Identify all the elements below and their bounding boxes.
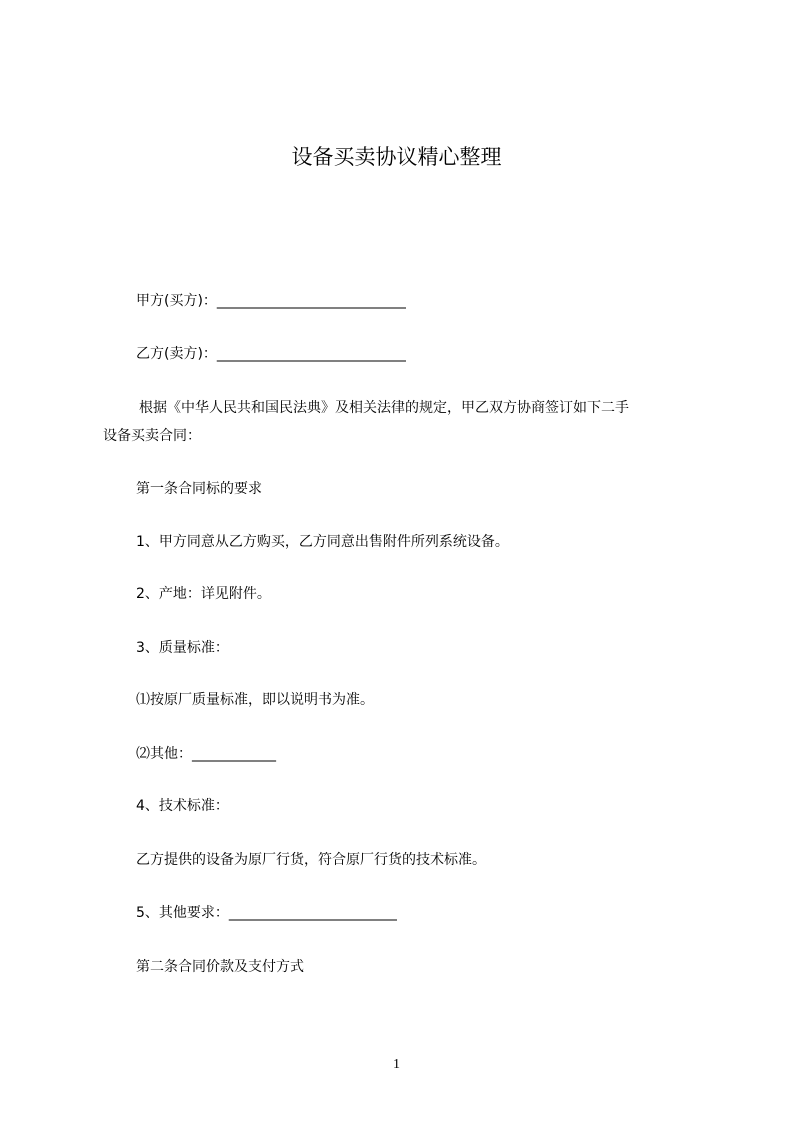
intro-line-2: 设备买卖合同： [103, 428, 201, 444]
document-title: 设备买卖协议精心整理 [291, 145, 502, 169]
article-2-heading: 第二条合同价款及支付方式 [136, 959, 304, 975]
intro-paragraph [103, 394, 693, 450]
item-5: 5、其他要求：________________________ [136, 905, 397, 921]
intro-line-1: 根据《中华人民共和国民法典》及相关法律的规定，甲乙双方协商签订如下二手 [139, 400, 629, 416]
article-1-heading: 第一条合同标的要求 [136, 481, 262, 497]
party-a-line: 甲方(买方)：___________________________ [136, 293, 406, 309]
page-number: 1 [393, 1057, 400, 1072]
item-3: 3、质量标准： [136, 640, 229, 656]
item-3-sub-2: ⑵其他：____________ [136, 746, 276, 762]
item-4-text: 乙方提供的设备为原厂行货，符合原厂行货的技术标准。 [136, 852, 486, 868]
item-2: 2、产地：详见附件。 [136, 586, 271, 602]
item-4: 4、技术标准： [136, 798, 229, 814]
item-3-sub-1: ⑴按原厂质量标准，即以说明书为准。 [136, 692, 374, 708]
item-1: 1、甲方同意从乙方购买，乙方同意出售附件所列系统设备。 [136, 534, 509, 550]
party-b-line: 乙方(卖方)：___________________________ [136, 346, 406, 362]
